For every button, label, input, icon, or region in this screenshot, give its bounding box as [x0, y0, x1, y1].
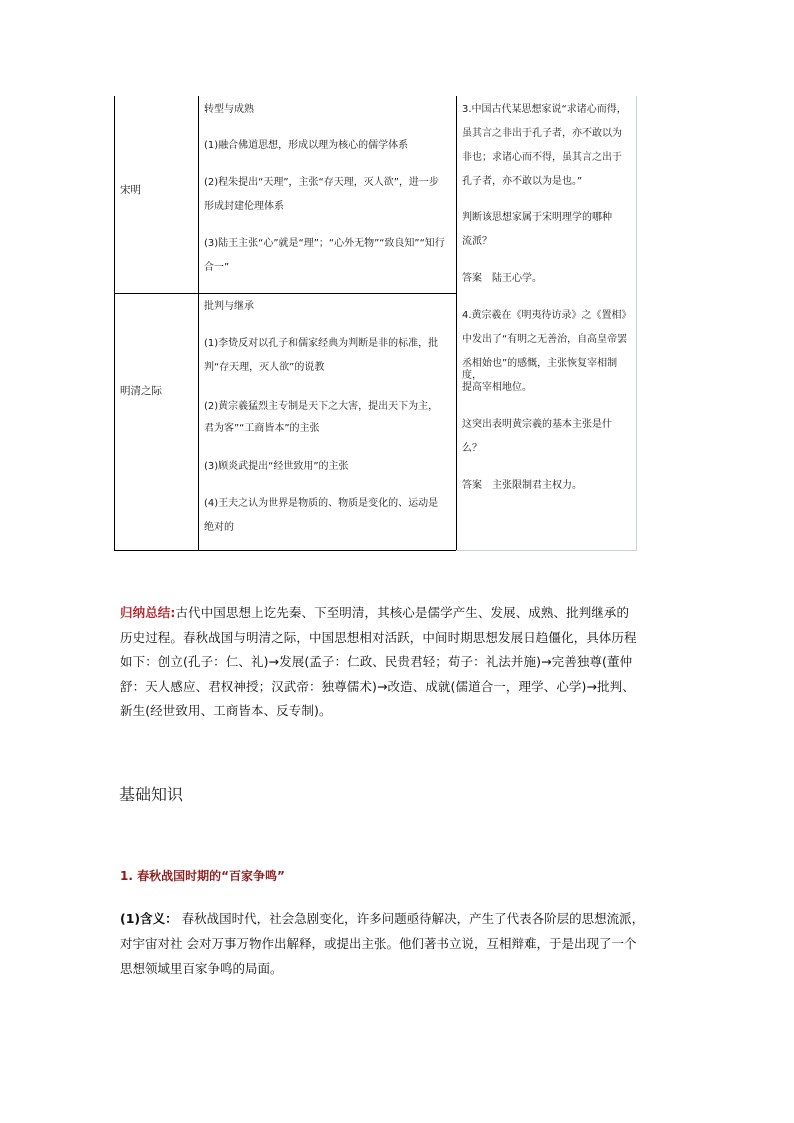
table-border-bottom-right [456, 550, 637, 551]
row2-point-1: (1)李贽反对以孔子和儒家经典为判断是非的标准，批 [204, 338, 439, 349]
question-4-line-1: 4.黄宗羲在《明夷待访录》之《置相》 [462, 310, 632, 321]
question-3-line-2: 虽其言之非出于孔子者，亦不敢以为 [462, 128, 622, 139]
row2-point-4-cont: 绝对的 [204, 522, 234, 533]
row1-point-1: (1)融合佛道思想，形成以理为核心的儒学体系 [204, 140, 409, 151]
row2-point-4: (4)王夫之认为世界是物质的、物质是变化的、运动是 [204, 498, 439, 509]
row1-point-3: (3)陆王主张“心”就是“理”；“心外无物”“致良知”“知行 [204, 238, 445, 249]
question-4-line-5: 这突出表明黄宗羲的基本主张是什 [462, 419, 612, 430]
question-3-line-6: 流派？ [462, 236, 492, 247]
table-border-left [114, 96, 115, 551]
question-4-line-6: 么？ [462, 443, 482, 454]
summary-text-1: 古代中国思想上讫先秦、下至明清，其核心是儒学产生、发展、成熟、批判继承的 [175, 605, 630, 620]
history-table [114, 96, 637, 551]
table-border-bottom [114, 550, 457, 551]
para-term: (1)含义： [120, 911, 178, 926]
section-title: 基础知识 [119, 785, 184, 804]
question-4-answer: 答案 主张限制君主权力。 [462, 480, 582, 491]
summary-lead: 归纳总结: [120, 605, 176, 620]
question-3-line-5: 判断该思想家属于宋明理学的哪种 [462, 212, 612, 223]
summary-line-5: 新生(经世致用、工商皆本、反专制)。 [120, 703, 332, 718]
row1-heading: 转型与成熟 [204, 104, 254, 115]
summary-line-3: 如下：创立(孔子：仁、礼)→发展(孟子：仁政、民贵君轻；荀子：礼法并施)→完善独尊(董仲 [120, 654, 633, 669]
row2-point-3: (3)顾炎武提出“经世致用”的主张 [204, 461, 349, 472]
para-line-1 [120, 906, 682, 931]
row1-point-2-cont: 形成封建伦理体系 [204, 201, 284, 212]
table-divider-1 [198, 96, 199, 551]
table-border-right [636, 96, 637, 551]
row1-point-2: (2)程朱提出“天理”，主张“存天理，灭人欲”，进一步 [204, 177, 439, 188]
para-line-3: 思想领域里百家争鸣的局面。 [120, 961, 283, 976]
table-divider-2 [456, 96, 457, 551]
row2-point-1-cont: 判“存天理，灭人欲”的说教 [204, 362, 325, 373]
era-label-songming: 宋明 [120, 184, 141, 196]
question-4-line-2: 中发出了“有明之无善治，自高皇帝罢 [462, 334, 628, 345]
question-4-line-3: 丞相始也”的感慨，主张恢复宰相制度， [462, 358, 618, 381]
row2-point-2: (2)黄宗羲猛烈主专制是天下之大害，提出天下为主， [204, 401, 439, 412]
question-4-line-4: 提高宰相地位。 [462, 382, 532, 393]
row2-point-2-cont: 君为客”“工商皆本”的主张 [204, 423, 320, 434]
question-3-line-4: 孔子者，亦不敢以为是也。” [462, 176, 583, 187]
question-3-line-1: 3.中国古代某思想家说“求诸心而得， [462, 104, 627, 115]
para-text-1: 春秋战国时代，社会急剧变化，许多问题亟待解决，产生了代表各阶层的思想流派， [181, 911, 645, 926]
sub-title: 1. 春秋战国时期的“百家争鸣” [120, 869, 285, 883]
question-3-answer: 答案 陆王心学。 [462, 273, 542, 284]
summary-line-1 [120, 601, 676, 626]
summary-line-4: 舒：天人感应、君权神授；汉武帝：独尊儒术)→改造、成就(儒道合一，理学、心学)→批判、 [120, 678, 635, 694]
definition-paragraph [120, 906, 682, 981]
table-row-divider [114, 293, 457, 294]
question-3-line-3: 非也；求诸心而不得，虽其言之出于 [462, 152, 622, 163]
row1-point-3-cont: 合一” [204, 262, 230, 273]
row2-heading: 批判与继承 [204, 301, 254, 312]
para-line-2: 对宇宙对社 会对万事万物作出解释，或提出主张。他们著书立说，互相辩难，于是出现了一个 [120, 936, 637, 951]
era-label-mingqing: 明清之际 [120, 385, 162, 397]
summary-paragraph [120, 601, 676, 724]
summary-line-2: 历史过程。春秋战国与明清之际，中国思想相对活跃，中间时期思想发展日趋僵化，具体历程 [120, 629, 637, 645]
